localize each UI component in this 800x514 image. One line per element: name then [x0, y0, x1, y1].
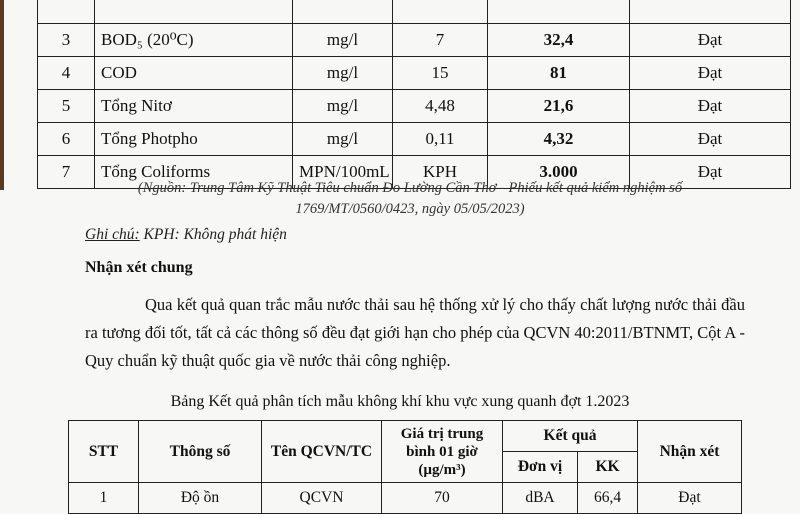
- result-cell: 32,4: [488, 24, 630, 57]
- stt-cell: 5: [38, 90, 95, 123]
- result-cell: 4,32: [488, 123, 630, 156]
- source-line: 1769/MT/0560/0423, ngày 05/05/2023): [295, 201, 525, 217]
- header-unit: Đơn vị: [503, 452, 578, 483]
- body-paragraph: [85, 291, 745, 375]
- unit-cell: MPN/100mL: [293, 156, 393, 189]
- table-cell: [488, 0, 630, 24]
- table-row: [38, 123, 791, 156]
- wastewater-results-table: [37, 0, 791, 189]
- result-cell: 81: [488, 57, 630, 90]
- unit-cell: mg/l: [293, 57, 393, 90]
- avg-cell: 70: [382, 483, 503, 514]
- param-cell: Tổng Nitơ: [95, 90, 293, 123]
- limit-cell: 4,48: [393, 90, 488, 123]
- source-citation: [60, 178, 760, 220]
- table-cell: [630, 0, 791, 24]
- table-row: [69, 483, 742, 514]
- table-cell: [95, 0, 293, 24]
- unit-cell: mg/l: [293, 90, 393, 123]
- unit-cell: dBA: [503, 483, 578, 514]
- result-cell: 3.000: [488, 156, 630, 189]
- table-cell: [293, 0, 393, 24]
- table-cell: [38, 0, 95, 24]
- remark-cell: Đạt: [630, 57, 791, 90]
- unit-cell: mg/l: [293, 123, 393, 156]
- header-avg: [382, 421, 503, 483]
- remark-cell: Đạt: [630, 24, 791, 57]
- note-label: Ghi chú:: [85, 226, 140, 243]
- remark-cell: Đạt: [630, 156, 791, 189]
- limit-cell: KPH: [393, 156, 488, 189]
- qcvn-cell: QCVN: [262, 483, 382, 514]
- note: [85, 226, 287, 244]
- header-row: [69, 421, 742, 452]
- remark-cell: Đạt: [630, 123, 791, 156]
- kk-cell: 66,4: [578, 483, 638, 514]
- header-result: Kết quả: [503, 421, 638, 452]
- param-cell: Tổng Coliforms: [95, 156, 293, 189]
- param-cell: Tổng Photpho: [95, 123, 293, 156]
- table-row: [38, 24, 791, 57]
- header-param: Thông số: [139, 421, 262, 483]
- page-edge-shadow: [0, 0, 4, 190]
- remark-cell: Đạt: [638, 483, 742, 514]
- param-cell: BOD₅ (20⁰C): [95, 24, 293, 57]
- stt-cell: 6: [38, 123, 95, 156]
- paragraph-text: Qua kết quả quan trắc mẫu nước thải sau hệ thống xử lý cho thấy chất lượng nước thải đầu ra tương đối tốt, tất cả các thông số đều đạt giới hạn cho phép của QCVN 40:2011/BTNMT, Cột A - Quy chuẩn kỹ thuật quốc gia về nước thải công nghiệp.: [85, 295, 745, 370]
- note-text: KPH: Không phát hiện: [139, 226, 287, 243]
- stt-cell: 7: [38, 156, 95, 189]
- source-line: (Nguồn: Trung Tâm Kỹ Thuật Tiêu chuẩn Đo Lường Cần Thơ - Phiếu kết quả kiểm nghiệm số: [137, 180, 683, 196]
- table-row: [38, 0, 791, 24]
- param-cell: Độ ồn: [139, 483, 262, 514]
- unit-cell: mg/l: [293, 24, 393, 57]
- header-stt: STT: [69, 421, 139, 483]
- limit-cell: 15: [393, 57, 488, 90]
- param-cell: COD: [95, 57, 293, 90]
- header-kk: KK: [578, 452, 638, 483]
- stt-cell: 1: [69, 483, 139, 514]
- header-avg-line: (µg/m³): [418, 461, 466, 478]
- limit-cell: 7: [393, 24, 488, 57]
- header-remark: Nhận xét: [638, 421, 742, 483]
- table-caption: Bảng Kết quả phân tích mẫu không khí khu vực xung quanh đợt 1.2023: [170, 393, 630, 410]
- stt-cell: 4: [38, 57, 95, 90]
- header-qcvn: Tên QCVN/TC: [262, 421, 382, 483]
- header-avg-line: bình 01 giờ: [406, 443, 478, 460]
- result-cell: 21,6: [488, 90, 630, 123]
- header-avg-line: Giá trị trung: [400, 425, 484, 442]
- table-cell: [393, 0, 488, 24]
- stt-cell: 3: [38, 24, 95, 57]
- limit-cell: 0,11: [393, 123, 488, 156]
- table-row: [38, 90, 791, 123]
- section-heading: Nhận xét chung: [85, 259, 193, 276]
- remark-cell: Đạt: [630, 90, 791, 123]
- table-row: [38, 57, 791, 90]
